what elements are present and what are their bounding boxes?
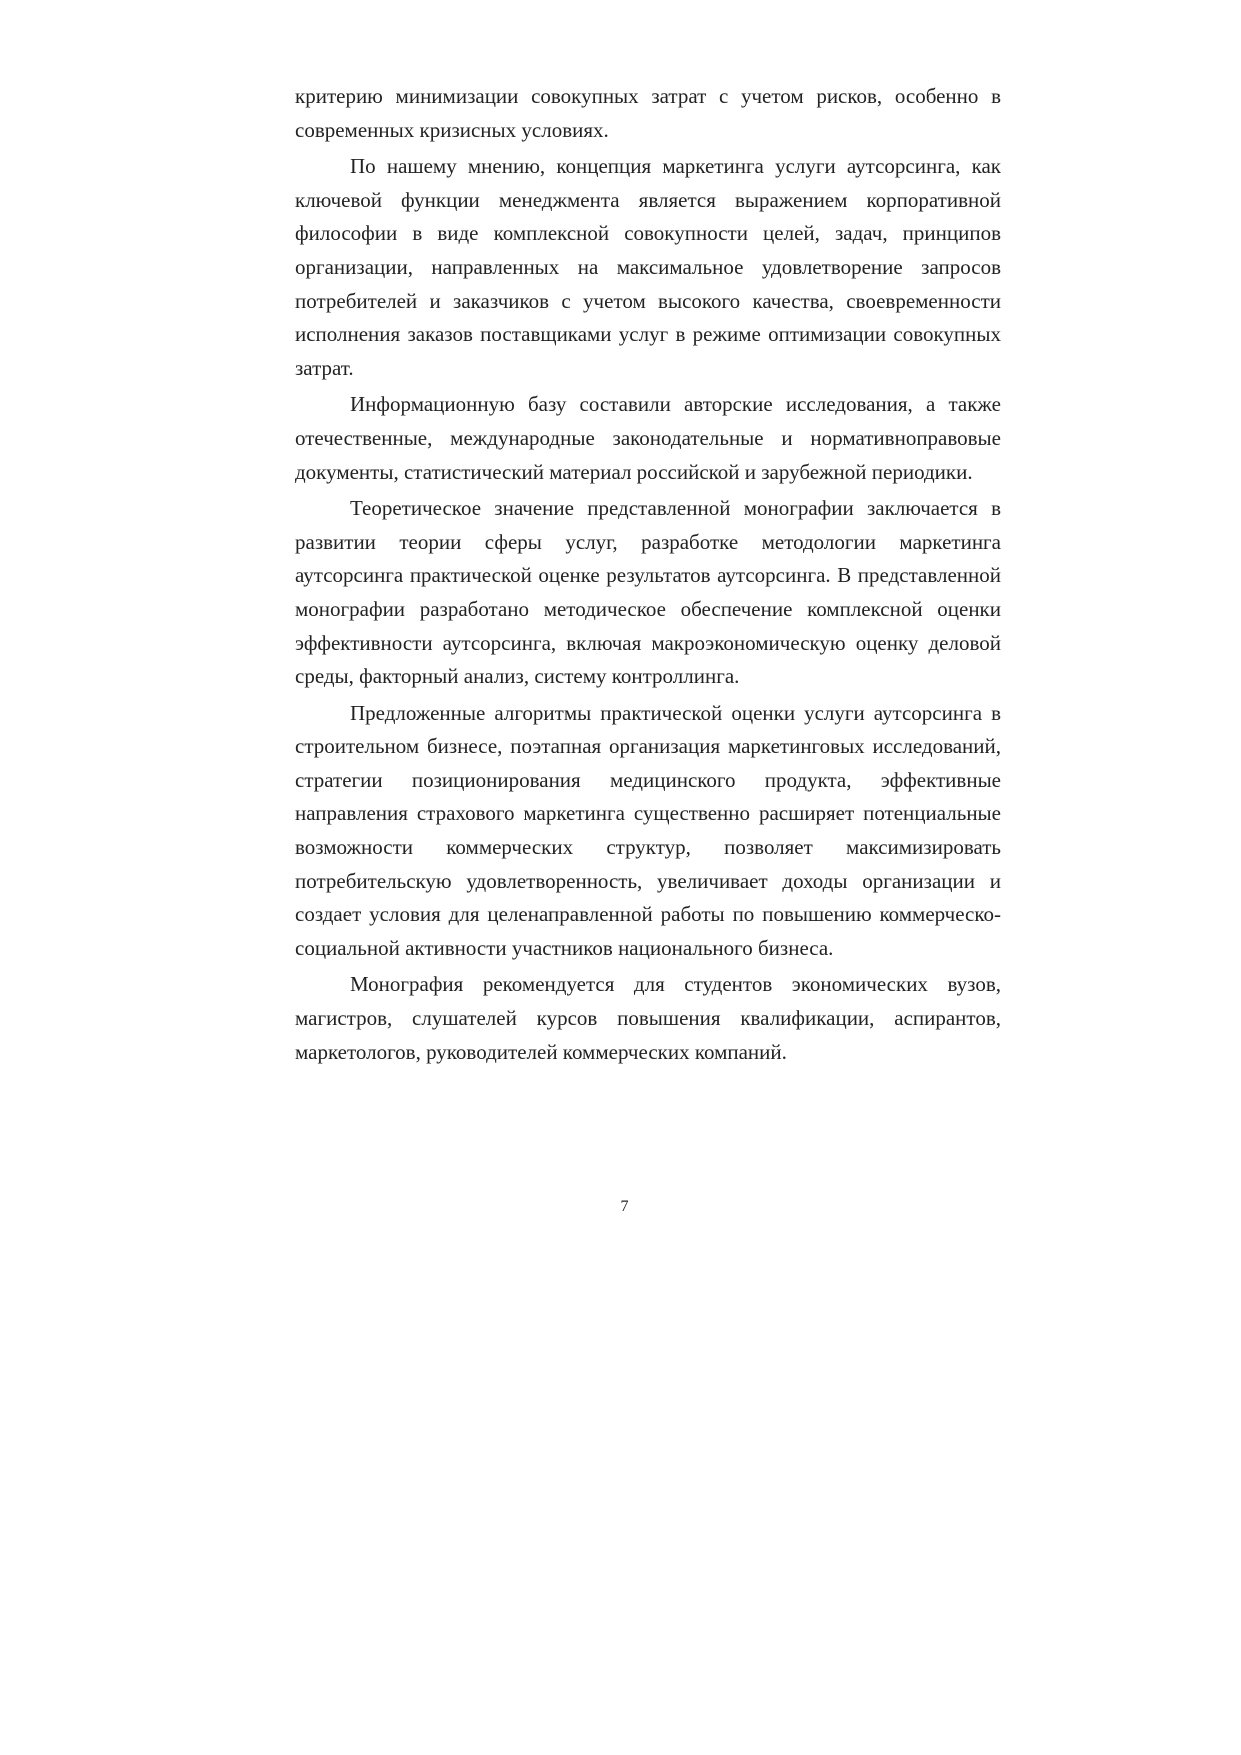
paragraph-continuation: критерию минимизации совокупных затрат с учетом рисков, особенно в современных кризисных условиях. [295,84,1001,142]
paragraph-information-base: Информационную базу составили авторские исследования, а также отечественные, международные законодательные и нормативноправовые документы, статистический материал российской и зарубежной периодики. [295,392,1001,484]
page-number: 7 [620,1198,629,1215]
paragraph-theoretical-significance: Теоретическое значение представленной монографии заключается в развитии теории сферы услуг, разработке методологии маркетинга аутсорсинга практической оценке результатов аутсорсинга. В представленной монографии разработано методическое обеспечение комплексной оценки эффективности аутсорсинга, включая макроэкономическую оценку деловой среды, факторный анализ, систему контроллинга. [295,496,1001,689]
body-text [295,80,1001,1072]
paragraph-recommendation: Монография рекомендуется для студентов экономических вузов, магистров, слушателей курсов повышения квалификации, аспирантов, маркетологов, руководителей коммерческих компаний. [295,972,1001,1064]
paragraph-marketing-concept: По нашему мнению, концепция маркетинга услуги аутсорсинга, как ключевой функции менеджмента является выражением корпоративной философии в виде комплексной совокупности целей, задач, принципов организации, направленных на максимальное удовлетворение запросов потребителей и заказчиков с учетом высокого качества, своевременности исполнения заказов поставщиками услуг в режиме оптимизации совокупных затрат. [295,154,1001,380]
paragraph-proposed-algorithms: Предложенные алгоритмы практической оценки услуги аутсорсинга в строительном бизнесе, поэтапная организация маркетинговых исследований, стратегии позиционирования медицинского продукта, эффективные направления страхового маркетинга существенно расширяет потенциальные возможности коммерческих структур, позволяет максимизировать потребительскую удовлетворенность, увеличивает доходы организации и создает условия для целенаправленной работы по повышению коммерческо-социальной активности участников национального бизнеса. [295,700,1001,960]
